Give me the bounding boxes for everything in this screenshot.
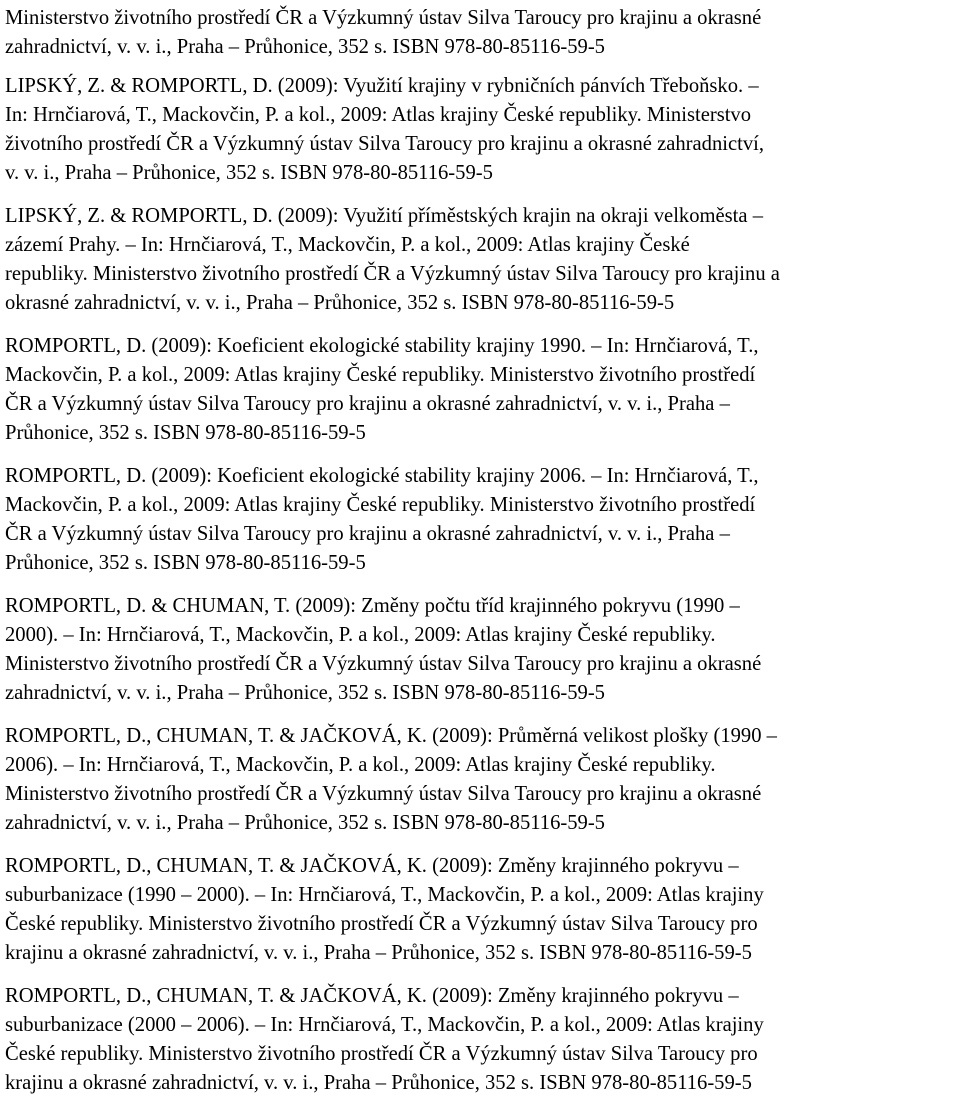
reference-line: okrasné zahradnictví, v. v. i., Praha – Průhonice, 352 s. ISBN 978-80-85116-59-5 xyxy=(5,292,675,314)
reference-line: v. v. i., Praha – Průhonice, 352 s. ISBN 978-80-85116-59-5 xyxy=(5,162,493,184)
reference-entry xyxy=(5,332,759,448)
reference-line: Ministerstvo životního prostředí ČR a Výzkumný ústav Silva Taroucy pro krajinu a okrasné xyxy=(5,653,762,675)
reference-line: ROMPORTL, D., CHUMAN, T. & JAČKOVÁ, K. (2009): Změny krajinného pokryvu – xyxy=(5,855,739,877)
reference-line: ROMPORTL, D. (2009): Koeficient ekologické stability krajiny 1990. – In: Hrnčiarová, T., xyxy=(5,335,759,357)
reference-line: zahradnictví, v. v. i., Praha – Průhonice, 352 s. ISBN 978-80-85116-59-5 xyxy=(5,812,605,834)
reference-line: suburbanizace (2000 – 2006). – In: Hrnčiarová, T., Mackovčin, P. a kol., 2009: Atlas krajiny xyxy=(5,1014,764,1036)
reference-entry xyxy=(5,982,764,1098)
reference-line: ROMPORTL, D. (2009): Koeficient ekologické stability krajiny 2006. – In: Hrnčiarová, T., xyxy=(5,465,759,487)
reference-line: Ministerstvo životního prostředí ČR a Výzkumný ústav Silva Taroucy pro krajinu a okrasné xyxy=(5,783,762,805)
reference-line: 2000). – In: Hrnčiarová, T., Mackovčin, P. a kol., 2009: Atlas krajiny České republiky. xyxy=(5,624,716,646)
reference-line: ROMPORTL, D., CHUMAN, T. & JAČKOVÁ, K. (2009): Průměrná velikost plošky (1990 – xyxy=(5,725,777,747)
reference-entry xyxy=(5,852,764,968)
reference-line: krajinu a okrasné zahradnictví, v. v. i., Praha – Průhonice, 352 s. ISBN 978-80-85116-59-5 xyxy=(5,942,752,964)
reference-entry xyxy=(5,722,777,838)
reference-line: České republiky. Ministerstvo životního prostředí ČR a Výzkumný ústav Silva Taroucy pro xyxy=(5,1043,758,1065)
reference-line: ČR a Výzkumný ústav Silva Taroucy pro krajinu a okrasné zahradnictví, v. v. i., Praha – xyxy=(5,523,730,545)
reference-line: ROMPORTL, D. & CHUMAN, T. (2009): Změny počtu tříd krajinného pokryvu (1990 – xyxy=(5,595,740,617)
reference-line: České republiky. Ministerstvo životního prostředí ČR a Výzkumný ústav Silva Taroucy pro xyxy=(5,913,758,935)
reference-line: suburbanizace (1990 – 2000). – In: Hrnčiarová, T., Mackovčin, P. a kol., 2009: Atlas krajiny xyxy=(5,884,764,906)
reference-line: 2006). – In: Hrnčiarová, T., Mackovčin, P. a kol., 2009: Atlas krajiny České republiky. xyxy=(5,754,716,776)
reference-line: republiky. Ministerstvo životního prostředí ČR a Výzkumný ústav Silva Taroucy pro krajinu a xyxy=(5,263,780,285)
reference-line: Průhonice, 352 s. ISBN 978-80-85116-59-5 xyxy=(5,552,366,574)
reference-line: Ministerstvo životního prostředí ČR a Výzkumný ústav Silva Taroucy pro krajinu a okrasné xyxy=(5,7,762,29)
reference-entry xyxy=(5,592,761,708)
reference-entry xyxy=(5,202,780,318)
reference-line: Průhonice, 352 s. ISBN 978-80-85116-59-5 xyxy=(5,422,366,444)
reference-line: In: Hrnčiarová, T., Mackovčin, P. a kol., 2009: Atlas krajiny České republiky. Ministerstvo xyxy=(5,104,752,126)
reference-line: životního prostředí ČR a Výzkumný ústav Silva Taroucy pro krajinu a okrasné zahradnictví, xyxy=(5,133,765,155)
reference-line: LIPSKÝ, Z. & ROMPORTL, D. (2009): Využití krajiny v rybničních pánvích Třeboňsko. – xyxy=(5,75,759,97)
reference-line: zahradnictví, v. v. i., Praha – Průhonice, 352 s. ISBN 978-80-85116-59-5 xyxy=(5,36,605,58)
reference-line: LIPSKÝ, Z. & ROMPORTL, D. (2009): Využití příměstských krajin na okraji velkoměsta – xyxy=(5,205,763,227)
reference-entry xyxy=(5,4,761,62)
reference-line: Mackovčin, P. a kol., 2009: Atlas krajiny České republiky. Ministerstvo životního prostředí xyxy=(5,494,756,516)
reference-entry xyxy=(5,72,764,188)
reference-line: krajinu a okrasné zahradnictví, v. v. i., Praha – Průhonice, 352 s. ISBN 978-80-85116-59-5 xyxy=(5,1072,752,1094)
reference-line: ČR a Výzkumný ústav Silva Taroucy pro krajinu a okrasné zahradnictví, v. v. i., Praha – xyxy=(5,393,730,415)
reference-line: zázemí Prahy. – In: Hrnčiarová, T., Mackovčin, P. a kol., 2009: Atlas krajiny České xyxy=(5,234,690,256)
reference-entry xyxy=(5,462,759,578)
reference-line: zahradnictví, v. v. i., Praha – Průhonice, 352 s. ISBN 978-80-85116-59-5 xyxy=(5,682,605,704)
reference-line: Mackovčin, P. a kol., 2009: Atlas krajiny České republiky. Ministerstvo životního prostředí xyxy=(5,364,756,386)
reference-line: ROMPORTL, D., CHUMAN, T. & JAČKOVÁ, K. (2009): Změny krajinného pokryvu – xyxy=(5,985,739,1007)
